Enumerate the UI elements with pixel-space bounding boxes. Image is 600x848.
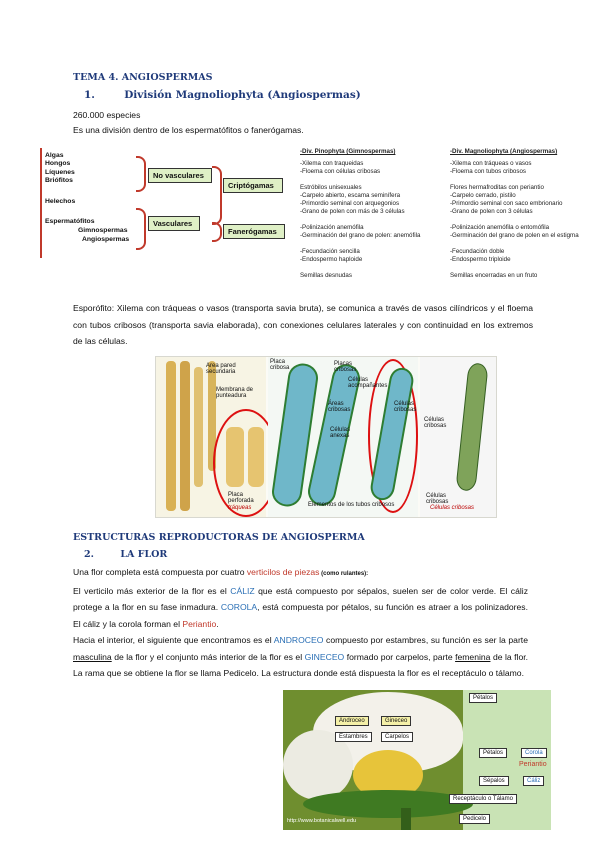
periantio-term: Periantio — [182, 618, 217, 629]
flor-paragraph — [73, 564, 528, 682]
col1-title: -Div. Pinophyta (Gimnospermas) — [300, 148, 396, 155]
label-periantio: Periantio — [519, 761, 547, 768]
col2-line — [450, 264, 590, 272]
text: El verticilo más exterior de la flor es el — [73, 585, 231, 596]
esporofito-paragraph: Esporófito: Xilema con tráqueas o vasos (transporta savia bruta), se comunica a través de vasos cilíndricos y el floema con tubos cribosos (transporta savia elaborada), con conexiones celulares laterales y con continuidad en los extremos de las células. — [73, 303, 533, 346]
left-item: Briófitos — [45, 177, 73, 185]
col1-line: Semillas desnudas — [300, 272, 352, 279]
text: . — [216, 618, 219, 629]
col2-line: Flores hermafroditas con periantio — [450, 184, 544, 191]
label-elementos: Elementos de los tubos cribosos — [308, 502, 395, 508]
section-1-heading: 1. División Magnoliophyta (Angiospermas) — [84, 89, 361, 101]
brace-3 — [212, 166, 222, 225]
text: de la flor. La rama que se obtiene la flor se llama Pedicelo. La estructura donde está dispuesta la flor es el receptáculo o tálamo. — [73, 651, 529, 678]
label-pedicelo: Pedicelo — [459, 814, 490, 824]
estructuras-heading: ESTRUCTURAS REPRODUCTORAS DE ANGIOSPERMA — [73, 532, 365, 543]
left-item: Líquenes — [45, 168, 75, 176]
col1-line: -Xilema con traqueidas — [300, 160, 364, 167]
label-placa-perforada: Placa perforada — [228, 492, 254, 504]
label-caliz: Cáliz — [523, 776, 544, 786]
label-estambres: Estambres — [335, 732, 372, 742]
col1-line: -Polinización anemófila — [300, 224, 364, 231]
left-espermatofitos: Espermatófitos — [45, 218, 95, 225]
col2-line: -Carpelo cerrado, pistilo — [450, 192, 516, 199]
col1-line: -Carpelo abierto, escama seminífera — [300, 192, 401, 199]
label-placas-cribosas: Placas cribosas — [334, 361, 357, 373]
text: (como rulantes): — [319, 571, 369, 577]
label-celulas-anexas: Células anexas — [330, 427, 351, 439]
text: formado por carpelos, parte — [344, 651, 456, 662]
label-area-pared: Area pared secundaria — [206, 363, 236, 375]
phloem-panel — [268, 357, 418, 517]
left-item: Hongos — [45, 160, 71, 168]
text: Una flor completa está compuesta por cuatro — [73, 567, 247, 577]
flor-caliz-paragraph — [73, 583, 528, 633]
masculina-term: masculina — [73, 651, 112, 662]
text: Hacia el interior, el siguiente que encontramos es el — [73, 635, 274, 645]
label-carpelos: Carpelos — [381, 732, 413, 742]
col1-line: -Germinación del grano de polen: anemófila — [300, 232, 421, 239]
col1-line: -Fecundación sencilla — [300, 248, 360, 255]
flor-line-1 — [73, 564, 528, 583]
trachea-tube — [194, 367, 203, 487]
fanerogamas-box: Fanerógamas — [223, 224, 285, 239]
label-petalos: Pétalos — [479, 748, 507, 758]
label-androceo: Androceo — [335, 716, 369, 726]
col1-line: -Primordio seminal con arquegonios — [300, 200, 400, 207]
left-helechos: Helechos — [45, 198, 76, 205]
section-2-heading: 2. LA FLOR — [84, 549, 168, 560]
verticilos-highlight: verticilos de piezas — [246, 567, 320, 577]
xylem-phloem-figure — [155, 356, 497, 518]
text: que está compuesto por sépalos, suelen ser de color verde. El cáliz protege a la flor en su fase inmadura. — [73, 585, 528, 612]
trachea-cell — [226, 427, 244, 487]
brace-2 — [136, 208, 146, 250]
col2-line: -Grano de polen con 3 células — [450, 208, 533, 215]
label-celulas-acomp: Células acompañantes — [348, 377, 388, 389]
vasculares-box: Vasculares — [148, 216, 200, 231]
flor-androceo-paragraph — [73, 632, 528, 682]
xylem-panel — [156, 357, 266, 517]
col2-line: -Polinización anemófila o entomófila — [450, 224, 550, 231]
col1-line — [300, 240, 448, 248]
col2-title: -Div. Magnoliophyta (Angiospermas) — [450, 148, 558, 155]
figure-url: http://www.botanicalwell.edu — [287, 818, 357, 824]
col2-line: -Xilema con tráqueas o vasos — [450, 160, 532, 167]
trachea-tube — [180, 361, 190, 511]
gineceo-term: GINECEO — [304, 651, 345, 662]
classification-diagram — [40, 148, 295, 258]
label-receptaculo: Receptáculo o Tálamo — [449, 794, 517, 804]
left-angiospermas: Angiospermas — [82, 236, 130, 243]
label-gineceo: Gineceo — [381, 716, 411, 726]
label-sepalos: Sépalos — [479, 776, 509, 786]
text: compuesto por estambres, su función es ser la parte — [323, 635, 528, 645]
col2-line — [450, 216, 590, 224]
col1-line — [300, 264, 448, 272]
label-membrana: Membrana de punteadura — [216, 387, 254, 399]
label-placa-cribosa: Placa cribosa — [270, 359, 290, 371]
label-corola: Corola — [521, 748, 547, 758]
col2-line: -Germinación del grano de polen en el estigma — [450, 232, 579, 239]
brace-4 — [212, 222, 222, 242]
label-celulas-cribosas: Células cribosas — [394, 401, 417, 413]
label-celulas-cribosas-bottom: Células cribosas — [426, 493, 449, 505]
col2-list — [450, 160, 590, 280]
col1-line: -Endospermo haploide — [300, 256, 363, 263]
leaf-bg — [463, 690, 551, 830]
col2-line: -Primordio seminal con saco embrionario — [450, 200, 563, 207]
footer-celulas: Células cribosas — [430, 505, 475, 511]
col2-line: -Fecundación doble — [450, 248, 505, 255]
flower-figure — [283, 690, 551, 830]
trachea-tube — [166, 361, 176, 511]
especies-line: 260.000 especies — [73, 110, 141, 120]
no-vasculares-box: No vasculares — [148, 168, 212, 183]
criptogamas-box: Criptógamas — [223, 178, 283, 193]
sieve-cell — [455, 362, 488, 491]
label-petalos-top: Pétalos — [469, 693, 497, 703]
col1-list — [300, 160, 448, 280]
col1-line: Estróbilos unisexuales — [300, 184, 362, 191]
pedicel-stem — [401, 808, 411, 830]
group-no-vasculares — [45, 152, 75, 186]
corola-term: COROLA — [220, 602, 258, 612]
col2-line: -Floema con tubos cribosos — [450, 168, 527, 175]
col1-line — [300, 176, 448, 184]
androceo-term: ANDROCEO — [273, 635, 324, 645]
col2-line: Semillas encerradas en un fruto — [450, 272, 538, 279]
phloem-right-panel — [420, 357, 496, 517]
label-areas-cribosas: Áreas cribosas — [328, 401, 351, 413]
division-line: Es una división dentro de los espermatófitos o fanerógamas. — [73, 125, 304, 135]
caliz-term: CÁLIZ — [230, 585, 255, 596]
tema-heading: TEMA 4. ANGIOSPERMAS — [73, 72, 213, 83]
brace-1 — [136, 156, 146, 192]
col1-line — [300, 216, 448, 224]
left-item: Algas — [45, 152, 64, 159]
label-celulas-cribosas-right: Células cribosas — [424, 417, 447, 429]
col1-line: -Floema con células cribosas — [300, 168, 381, 175]
trachea-cell — [248, 427, 264, 487]
col2-line — [450, 240, 590, 248]
left-gimnospermas: Gimnospermas — [78, 227, 128, 234]
text: de la flor y el conjunto más interior de la flor es el — [111, 651, 305, 662]
col2-line — [450, 176, 590, 184]
footer-traqueas: tráqueas — [228, 505, 252, 511]
text: , está compuesta por pétalos, su función es atraer a los polinizadores. El cáliz y la corola forman el — [73, 602, 528, 629]
col1-line: -Grano de polen con más de 3 células — [300, 208, 405, 215]
sepal-shape — [303, 790, 473, 818]
comparison-table — [300, 148, 590, 280]
col2-line: -Endospermo triploide — [450, 256, 511, 263]
femenina-term: femenina — [455, 651, 491, 662]
